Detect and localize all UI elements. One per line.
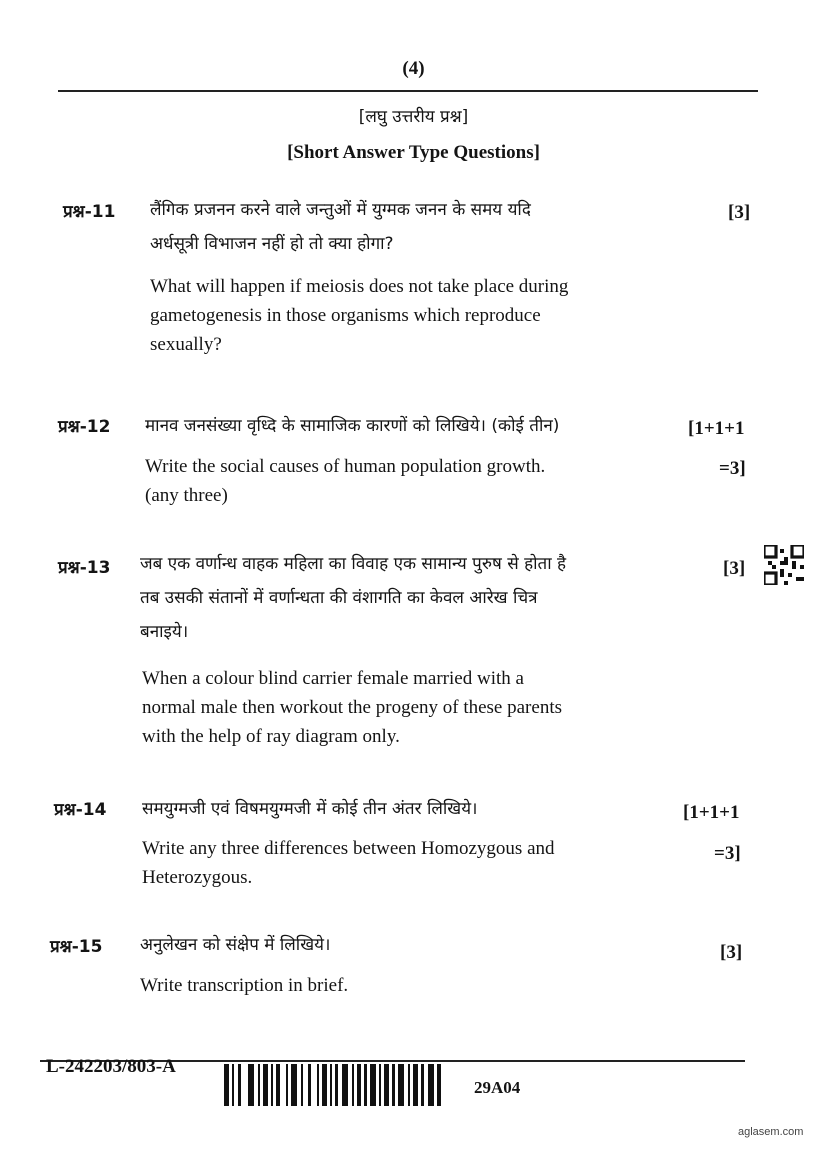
question-text-hindi [140,928,330,962]
marks-label: =3] [719,458,746,479]
marks-label: [3] [723,558,746,579]
question-text-hindi [140,547,566,649]
text-line: normal male then workout the progeny of these parents [142,697,562,718]
text-line: Heterozygous. [142,867,253,888]
question-number: प्रश्न-12 [58,417,111,437]
marks-label: [3] [728,202,751,223]
section-title-hindi: [लघु उत्तरीय प्रश्न] [358,107,469,127]
question-text-hindi [145,409,559,443]
question-text-english [142,664,562,751]
text-line: बनाइये। [140,622,189,642]
marks-label: [1+1+1 [688,418,745,439]
top-divider [58,90,758,92]
question-text-hindi [142,792,478,826]
question-number: प्रश्न-15 [50,937,103,957]
text-line: लैंगिक प्रजनन करने वाले जन्तुओं में युग्मक जनन के समय यदि [150,200,531,220]
barcode-text: 29A04 [474,1078,521,1097]
question-number: प्रश्न-14 [54,800,107,820]
question-text-english [145,452,545,510]
section-title-english: [Short Answer Type Questions] [287,142,540,163]
question-text-hindi [150,193,531,261]
text-line: gametogenesis in those organisms which reproduce [150,305,541,326]
text-line: Write the social causes of human population growth. [145,456,546,477]
qr-code-icon [764,545,804,585]
text-line: जब एक वर्णान्ध वाहक महिला का विवाह एक सामान्य पुरुष से होता है [140,554,567,574]
marks-label: [1+1+1 [683,802,740,823]
text-line: Write any three differences between Homozygous and [142,838,555,859]
question-number: प्रश्न-11 [63,202,116,222]
marks-label: [3] [720,942,743,963]
text-line: समयुग्मजी एवं विषमयुग्मजी में कोई तीन अंतर लिखिये। [142,799,478,819]
question-text-english [140,971,348,1000]
watermark: aglasem.com [738,1126,804,1138]
text-line: What will happen if meiosis does not take place during [150,276,569,297]
question-text-english [150,272,568,359]
text-line: sexually? [150,334,222,355]
page-number: (4) [402,58,425,79]
paper-code: L-242203/803-A [46,1056,176,1077]
barcode-icon [224,1064,442,1106]
question-text-english [142,834,555,892]
marks-label: =3] [714,843,741,864]
question-number: प्रश्न-13 [58,558,111,578]
text-line: अर्धसूत्री विभाजन नहीं हो तो क्या होगा? [150,234,394,254]
text-line: मानव जनसंख्या वृध्दि के सामाजिक कारणों को लिखिये। (कोई तीन) [145,416,560,436]
text-line: with the help of ray diagram only. [142,726,400,747]
text-line: अनुलेखन को संक्षेप में लिखिये। [140,935,331,955]
text-line: When a colour blind carrier female married with a [142,668,524,689]
text-line: तब उसकी संतानों में वर्णान्धता की वंशागति का केवल आरेख चित्र [140,588,538,608]
text-line: (any three) [145,485,228,506]
text-line: Write transcription in brief. [140,975,349,996]
